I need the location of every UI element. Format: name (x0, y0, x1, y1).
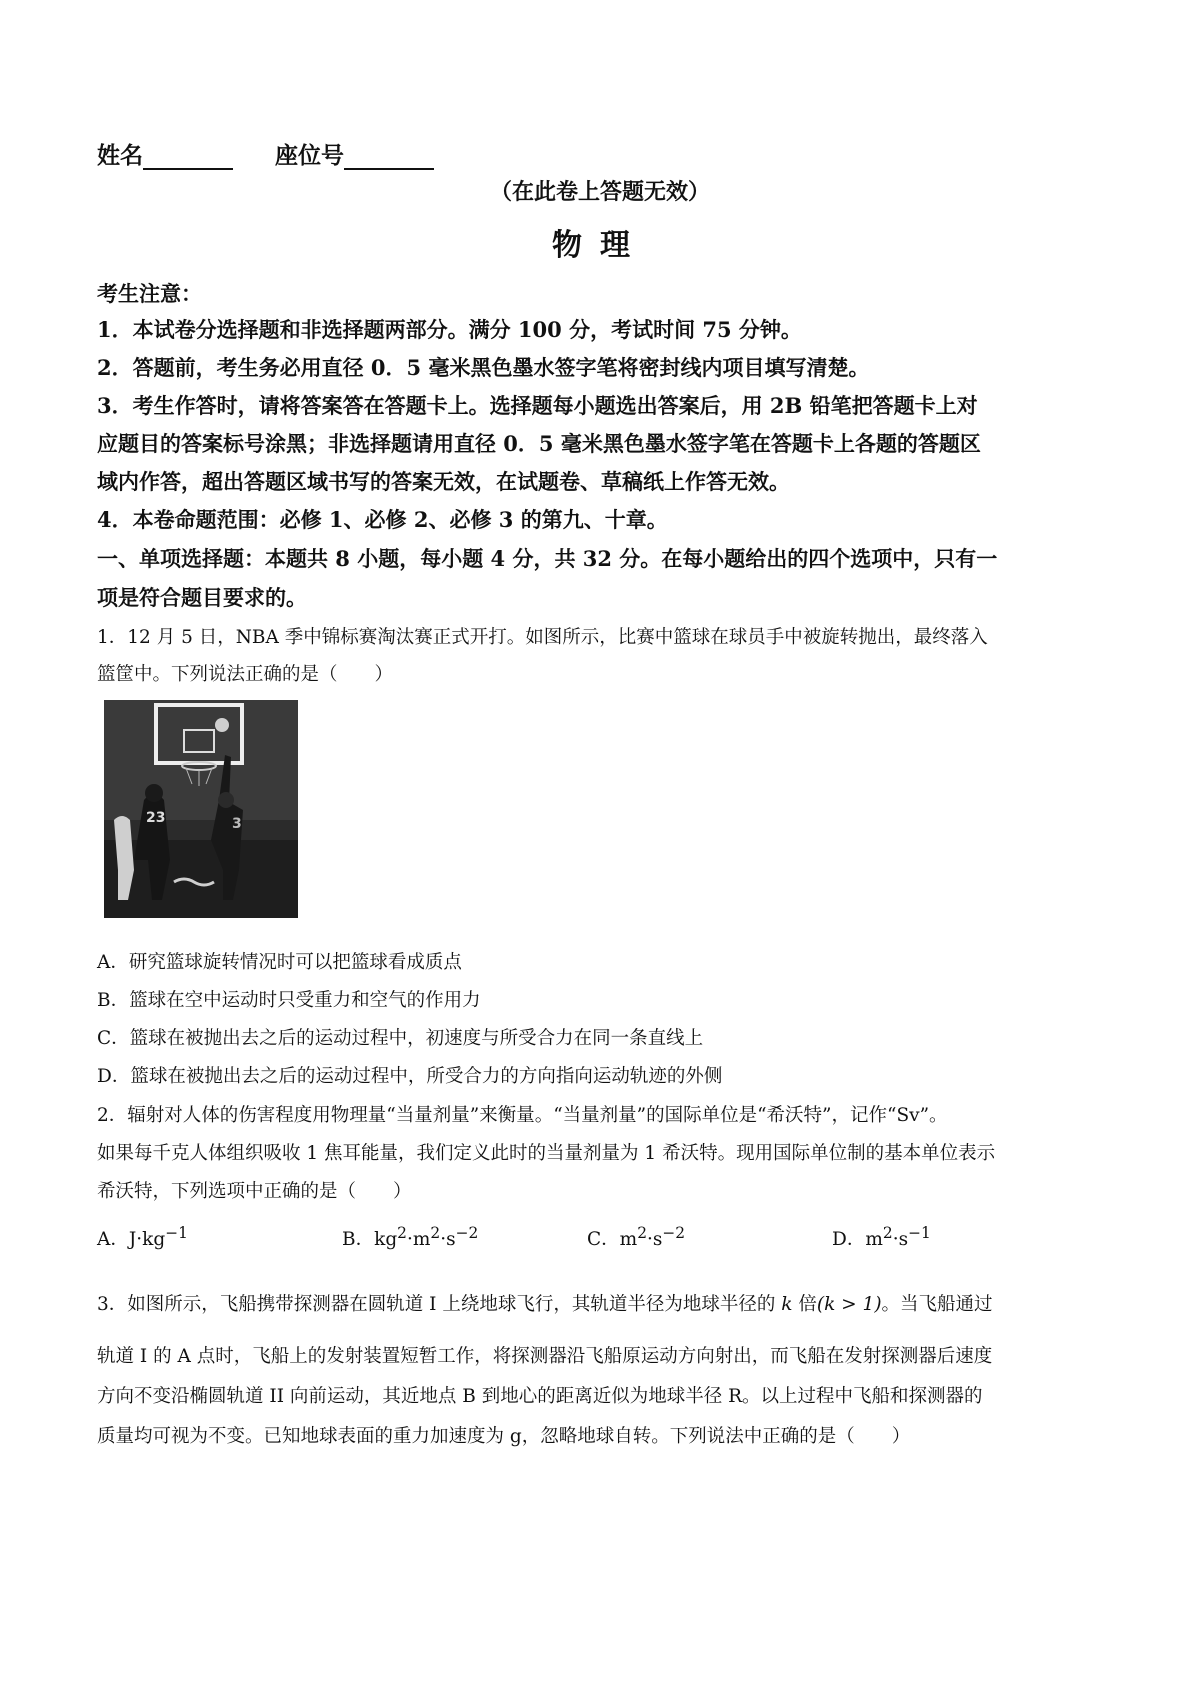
name-blank (143, 146, 233, 170)
q2-option-b: B．$kg^2\cdot m^2\cdot s^{-2}$ (342, 1224, 479, 1251)
q1-option-d: D．篮球在被抛出去之后的运动过程中，所受合力的方向指向运动轨迹的外侧 (97, 1066, 723, 1087)
q2-option-c: C．$m^2\cdot s^{-2}$ (587, 1224, 686, 1251)
q2-option-a: A．$J\cdot kg^{-1}$ (97, 1224, 188, 1251)
q1-option-b: B．篮球在空中运动时只受重力和空气的作用力 (97, 990, 481, 1011)
q2-options (97, 1224, 997, 1254)
section-heading: 一、单项选择题：本题共 8 小题，每小题 4 分，共 32 分。在每小题给出的四个选项中，只有一 (97, 546, 998, 571)
basketball-photo-art (104, 700, 298, 918)
q1-stem: 1．12 月 5 日，NBA 季中锦标赛淘汰赛正式开打。如图所示，比赛中篮球在球员手中被旋转抛出，最终落入 (97, 627, 988, 648)
q1-stem-cont: 篮筐中。下列说法正确的是（ ） (97, 664, 394, 685)
section-heading-cont: 项是符合题目要求的。 (97, 585, 307, 610)
notice-item-3: 3．考生作答时，请将答案答在答题卡上。选择题每小题选出答案后，用 2B 铅笔把答题卡上对 (97, 393, 978, 418)
q3-stem: 3．如图所示，飞船携带探测器在圆轨道 I 上绕地球飞行，其轨道半径为地球半径的 k 倍(k > 1)。当飞船通过 (97, 1294, 993, 1315)
notice-item-1: 1．本试卷分选择题和非选择题两部分。满分 100 分，考试时间 75 分钟。 (97, 317, 802, 342)
q2-option-d: D．$m^2\cdot s^{-1}$ (832, 1224, 931, 1251)
notice-item-4: 4．本卷命题范围：必修 1、必修 2、必修 3 的第九、十章。 (97, 507, 668, 532)
q1-option-a: A．研究篮球旋转情况时可以把篮球看成质点 (97, 952, 462, 973)
q2-stem-cont2: 希沃特，下列选项中正确的是（ ） (97, 1181, 412, 1202)
q3-stem-cont2: 方向不变沿椭圆轨道 II 向前运动，其近地点 B 到地心的距离近似为地球半径 R。以上过程中飞船和探测器的 (97, 1386, 983, 1407)
notice-item-3-cont2: 域内作答，超出答题区域书写的答案无效，在试题卷、草稿纸上作答无效。 (97, 469, 790, 494)
q2-stem-cont: 如果每千克人体组织吸收 1 焦耳能量，我们定义此时的当量剂量为 1 希沃特。现用国际单位制的基本单位表示 (97, 1143, 996, 1164)
jersey-number-3: 3 (232, 816, 242, 832)
q3-k-condition: (k > 1) (816, 1294, 882, 1315)
q2-stem: 2．辐射对人体的伤害程度用物理量“当量剂量”来衡量。“当量剂量”的国际单位是“希沃特”，记作“Sv”。 (97, 1105, 948, 1126)
notice-item-3-cont: 应题目的答案标号涂黑；非选择题请用直径 0．5 毫米黑色墨水签字笔在答题卡上各题的答题区 (97, 431, 981, 456)
q1-option-c: C．篮球在被抛出去之后的运动过程中，初速度与所受合力在同一条直线上 (97, 1028, 704, 1049)
name-label: 姓名 (97, 142, 143, 169)
notice-item-2: 2．答题前，考生务必用直径 0．5 毫米黑色墨水签字笔将密封线内项目填写清楚。 (97, 355, 870, 380)
q3-k-var: k (781, 1294, 793, 1315)
seat-blank (344, 146, 434, 170)
q3-stem-cont: 轨道 I 的 A 点时，飞船上的发射装置短暂工作，将探测器沿飞船原运动方向射出，而飞船在发射探测器后速度 (97, 1346, 993, 1367)
student-info-row (97, 137, 468, 170)
invalid-answer-note: （在此卷上答题无效） (489, 179, 710, 205)
basketball-photo (104, 700, 298, 918)
subject-title: 物理 (552, 228, 648, 263)
seat-label: 座位号 (275, 142, 345, 169)
notice-title: 考生注意： (97, 281, 202, 306)
jersey-number-23: 23 (146, 810, 166, 826)
q3-stem-cont3: 质量均可视为不变。已知地球表面的重力加速度为 g，忽略地球自转。下列说法中正确的是（ ） (97, 1426, 911, 1447)
